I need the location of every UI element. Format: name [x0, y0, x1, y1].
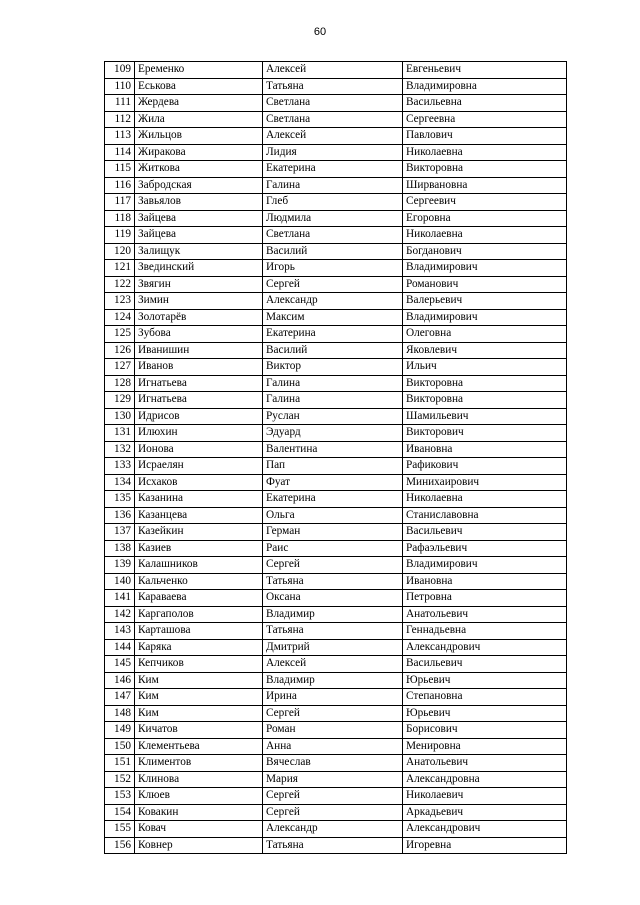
last-name-cell: Зимин	[135, 293, 263, 310]
row-number-cell: 132	[105, 441, 135, 458]
last-name-cell: Клинова	[135, 771, 263, 788]
first-name-cell: Галина	[263, 392, 403, 409]
patronymic-cell: Романович	[403, 276, 567, 293]
table-row	[105, 441, 567, 458]
first-name-cell: Сергей	[263, 804, 403, 821]
table-row	[105, 771, 567, 788]
table-row	[105, 474, 567, 491]
patronymic-cell: Менировна	[403, 738, 567, 755]
row-number-cell: 145	[105, 656, 135, 673]
table-row	[105, 821, 567, 838]
first-name-cell: Раис	[263, 540, 403, 557]
row-number-cell: 119	[105, 227, 135, 244]
row-number-cell: 117	[105, 194, 135, 211]
first-name-cell: Виктор	[263, 359, 403, 376]
last-name-cell: Исхаков	[135, 474, 263, 491]
table-row	[105, 177, 567, 194]
table-row	[105, 78, 567, 95]
table-row	[105, 590, 567, 607]
patronymic-cell: Богданович	[403, 243, 567, 260]
first-name-cell: Алексей	[263, 656, 403, 673]
table-row	[105, 722, 567, 739]
table-row	[105, 62, 567, 79]
table-row	[105, 243, 567, 260]
patronymic-cell: Ивановна	[403, 573, 567, 590]
last-name-cell: Клементьева	[135, 738, 263, 755]
patronymic-cell: Васильевна	[403, 95, 567, 112]
row-number-cell: 152	[105, 771, 135, 788]
patronymic-cell: Геннадьевна	[403, 623, 567, 640]
row-number-cell: 139	[105, 557, 135, 574]
last-name-cell: Калашников	[135, 557, 263, 574]
table-row	[105, 128, 567, 145]
last-name-cell: Кичатов	[135, 722, 263, 739]
patronymic-cell: Юрьевич	[403, 705, 567, 722]
patronymic-cell: Васильевич	[403, 524, 567, 541]
table-row	[105, 309, 567, 326]
table-row	[105, 95, 567, 112]
first-name-cell: Ольга	[263, 507, 403, 524]
row-number-cell: 141	[105, 590, 135, 607]
first-name-cell: Роман	[263, 722, 403, 739]
patronymic-cell: Рафикович	[403, 458, 567, 475]
patronymic-cell: Петровна	[403, 590, 567, 607]
patronymic-cell: Рафаэльевич	[403, 540, 567, 557]
patronymic-cell: Владимирович	[403, 309, 567, 326]
first-name-cell: Алексей	[263, 62, 403, 79]
patronymic-cell: Минихаирович	[403, 474, 567, 491]
last-name-cell: Забродская	[135, 177, 263, 194]
row-number-cell: 155	[105, 821, 135, 838]
last-name-cell: Иванишин	[135, 342, 263, 359]
row-number-cell: 134	[105, 474, 135, 491]
patronymic-cell: Николаевна	[403, 491, 567, 508]
first-name-cell: Сергей	[263, 788, 403, 805]
last-name-cell: Казиев	[135, 540, 263, 557]
last-name-cell: Караваева	[135, 590, 263, 607]
first-name-cell: Ирина	[263, 689, 403, 706]
last-name-cell: Идрисов	[135, 408, 263, 425]
row-number-cell: 123	[105, 293, 135, 310]
row-number-cell: 133	[105, 458, 135, 475]
patronymic-cell: Сергеевич	[403, 194, 567, 211]
row-number-cell: 128	[105, 375, 135, 392]
last-name-cell: Житкова	[135, 161, 263, 178]
first-name-cell: Екатерина	[263, 326, 403, 343]
patronymic-cell: Викторовна	[403, 392, 567, 409]
table-row	[105, 210, 567, 227]
patronymic-cell: Игоревна	[403, 837, 567, 854]
table-row	[105, 524, 567, 541]
last-name-cell: Ким	[135, 672, 263, 689]
patronymic-cell: Анатольевич	[403, 606, 567, 623]
last-name-cell: Еременко	[135, 62, 263, 79]
row-number-cell: 111	[105, 95, 135, 112]
row-number-cell: 127	[105, 359, 135, 376]
last-name-cell: Каряка	[135, 639, 263, 656]
patronymic-cell: Степановна	[403, 689, 567, 706]
row-number-cell: 149	[105, 722, 135, 739]
first-name-cell: Татьяна	[263, 78, 403, 95]
last-name-cell: Звединский	[135, 260, 263, 277]
patronymic-cell: Яковлевич	[403, 342, 567, 359]
row-number-cell: 138	[105, 540, 135, 557]
row-number-cell: 112	[105, 111, 135, 128]
table-row	[105, 276, 567, 293]
row-number-cell: 146	[105, 672, 135, 689]
first-name-cell: Оксана	[263, 590, 403, 607]
row-number-cell: 124	[105, 309, 135, 326]
table-row	[105, 623, 567, 640]
last-name-cell: Казанина	[135, 491, 263, 508]
row-number-cell: 140	[105, 573, 135, 590]
first-name-cell: Татьяна	[263, 573, 403, 590]
last-name-cell: Жердева	[135, 95, 263, 112]
patronymic-cell: Валерьевич	[403, 293, 567, 310]
patronymic-cell: Николаевна	[403, 227, 567, 244]
patronymic-cell: Анатольевич	[403, 755, 567, 772]
row-number-cell: 136	[105, 507, 135, 524]
patronymic-cell: Аркадьевич	[403, 804, 567, 821]
last-name-cell: Иванов	[135, 359, 263, 376]
last-name-cell: Ковач	[135, 821, 263, 838]
patronymic-cell: Николаевич	[403, 788, 567, 805]
table-row	[105, 194, 567, 211]
row-number-cell: 156	[105, 837, 135, 854]
patronymic-cell: Викторовна	[403, 375, 567, 392]
names-table-body	[105, 62, 567, 854]
patronymic-cell: Викторович	[403, 425, 567, 442]
last-name-cell: Ионова	[135, 441, 263, 458]
first-name-cell: Василий	[263, 342, 403, 359]
row-number-cell: 118	[105, 210, 135, 227]
first-name-cell: Галина	[263, 375, 403, 392]
patronymic-cell: Ширвановна	[403, 177, 567, 194]
first-name-cell: Владимир	[263, 606, 403, 623]
table-row	[105, 425, 567, 442]
table-row	[105, 293, 567, 310]
first-name-cell: Светлана	[263, 227, 403, 244]
first-name-cell: Светлана	[263, 95, 403, 112]
first-name-cell: Сергей	[263, 276, 403, 293]
row-number-cell: 129	[105, 392, 135, 409]
last-name-cell: Игнатьева	[135, 392, 263, 409]
last-name-cell: Залищук	[135, 243, 263, 260]
patronymic-cell: Николаевна	[403, 144, 567, 161]
first-name-cell: Вячеслав	[263, 755, 403, 772]
table-row	[105, 689, 567, 706]
patronymic-cell: Ивановна	[403, 441, 567, 458]
last-name-cell: Игнатьева	[135, 375, 263, 392]
table-row	[105, 326, 567, 343]
first-name-cell: Лидия	[263, 144, 403, 161]
page-number: 60	[313, 26, 327, 38]
first-name-cell: Александр	[263, 821, 403, 838]
table-row	[105, 359, 567, 376]
last-name-cell: Зайцева	[135, 227, 263, 244]
last-name-cell: Клюев	[135, 788, 263, 805]
last-name-cell: Каргаполов	[135, 606, 263, 623]
last-name-cell: Золотарёв	[135, 309, 263, 326]
patronymic-cell: Александровна	[403, 771, 567, 788]
last-name-cell: Кепчиков	[135, 656, 263, 673]
first-name-cell: Василий	[263, 243, 403, 260]
table-row	[105, 458, 567, 475]
first-name-cell: Мария	[263, 771, 403, 788]
row-number-cell: 151	[105, 755, 135, 772]
table-row	[105, 260, 567, 277]
first-name-cell: Эдуард	[263, 425, 403, 442]
first-name-cell: Дмитрий	[263, 639, 403, 656]
row-number-cell: 135	[105, 491, 135, 508]
first-name-cell: Александр	[263, 293, 403, 310]
first-name-cell: Светлана	[263, 111, 403, 128]
patronymic-cell: Александрович	[403, 821, 567, 838]
table-row	[105, 804, 567, 821]
table-row	[105, 491, 567, 508]
first-name-cell: Пап	[263, 458, 403, 475]
first-name-cell: Герман	[263, 524, 403, 541]
patronymic-cell: Сергеевна	[403, 111, 567, 128]
first-name-cell: Владимир	[263, 672, 403, 689]
table-row	[105, 573, 567, 590]
last-name-cell: Карташова	[135, 623, 263, 640]
table-row	[105, 161, 567, 178]
patronymic-cell: Александрович	[403, 639, 567, 656]
table-row	[105, 738, 567, 755]
first-name-cell: Татьяна	[263, 837, 403, 854]
row-number-cell: 130	[105, 408, 135, 425]
row-number-cell: 121	[105, 260, 135, 277]
last-name-cell: Зубова	[135, 326, 263, 343]
names-table-container	[104, 61, 566, 854]
table-row	[105, 540, 567, 557]
row-number-cell: 120	[105, 243, 135, 260]
first-name-cell: Фуат	[263, 474, 403, 491]
last-name-cell: Жильцов	[135, 128, 263, 145]
last-name-cell: Зайцева	[135, 210, 263, 227]
row-number-cell: 126	[105, 342, 135, 359]
row-number-cell: 147	[105, 689, 135, 706]
row-number-cell: 115	[105, 161, 135, 178]
patronymic-cell: Егоровна	[403, 210, 567, 227]
table-row	[105, 507, 567, 524]
first-name-cell: Людмила	[263, 210, 403, 227]
patronymic-cell: Ильич	[403, 359, 567, 376]
table-row	[105, 557, 567, 574]
last-name-cell: Климентов	[135, 755, 263, 772]
patronymic-cell: Владимирович	[403, 260, 567, 277]
patronymic-cell: Олеговна	[403, 326, 567, 343]
row-number-cell: 122	[105, 276, 135, 293]
patronymic-cell: Владимирович	[403, 557, 567, 574]
last-name-cell: Звягин	[135, 276, 263, 293]
last-name-cell: Казанцева	[135, 507, 263, 524]
row-number-cell: 109	[105, 62, 135, 79]
last-name-cell: Жиракова	[135, 144, 263, 161]
table-row	[105, 227, 567, 244]
row-number-cell: 116	[105, 177, 135, 194]
first-name-cell: Анна	[263, 738, 403, 755]
row-number-cell: 154	[105, 804, 135, 821]
patronymic-cell: Евгеньевич	[403, 62, 567, 79]
last-name-cell: Жила	[135, 111, 263, 128]
patronymic-cell: Павлович	[403, 128, 567, 145]
table-row	[105, 375, 567, 392]
row-number-cell: 110	[105, 78, 135, 95]
table-row	[105, 639, 567, 656]
first-name-cell: Максим	[263, 309, 403, 326]
patronymic-cell: Шамильевич	[403, 408, 567, 425]
patronymic-cell: Владимировна	[403, 78, 567, 95]
table-row	[105, 392, 567, 409]
last-name-cell: Завьялов	[135, 194, 263, 211]
row-number-cell: 143	[105, 623, 135, 640]
first-name-cell: Руслан	[263, 408, 403, 425]
table-row	[105, 606, 567, 623]
patronymic-cell: Юрьевич	[403, 672, 567, 689]
table-row	[105, 408, 567, 425]
row-number-cell: 142	[105, 606, 135, 623]
table-row	[105, 144, 567, 161]
last-name-cell: Ким	[135, 689, 263, 706]
table-row	[105, 672, 567, 689]
last-name-cell: Кальченко	[135, 573, 263, 590]
row-number-cell: 131	[105, 425, 135, 442]
names-table	[104, 61, 567, 854]
first-name-cell: Алексей	[263, 128, 403, 145]
table-row	[105, 342, 567, 359]
row-number-cell: 153	[105, 788, 135, 805]
table-row	[105, 111, 567, 128]
last-name-cell: Исраелян	[135, 458, 263, 475]
first-name-cell: Игорь	[263, 260, 403, 277]
first-name-cell: Сергей	[263, 705, 403, 722]
last-name-cell: Ковнер	[135, 837, 263, 854]
patronymic-cell: Васильевич	[403, 656, 567, 673]
table-row	[105, 705, 567, 722]
patronymic-cell: Викторовна	[403, 161, 567, 178]
patronymic-cell: Станиславовна	[403, 507, 567, 524]
last-name-cell: Ковакин	[135, 804, 263, 821]
first-name-cell: Сергей	[263, 557, 403, 574]
last-name-cell: Илюхин	[135, 425, 263, 442]
patronymic-cell: Борисович	[403, 722, 567, 739]
first-name-cell: Глеб	[263, 194, 403, 211]
table-row	[105, 837, 567, 854]
row-number-cell: 148	[105, 705, 135, 722]
last-name-cell: Казейкин	[135, 524, 263, 541]
row-number-cell: 113	[105, 128, 135, 145]
row-number-cell: 137	[105, 524, 135, 541]
first-name-cell: Екатерина	[263, 491, 403, 508]
first-name-cell: Валентина	[263, 441, 403, 458]
row-number-cell: 150	[105, 738, 135, 755]
first-name-cell: Татьяна	[263, 623, 403, 640]
last-name-cell: Еськова	[135, 78, 263, 95]
first-name-cell: Галина	[263, 177, 403, 194]
first-name-cell: Екатерина	[263, 161, 403, 178]
table-row	[105, 656, 567, 673]
table-row	[105, 788, 567, 805]
last-name-cell: Ким	[135, 705, 263, 722]
row-number-cell: 144	[105, 639, 135, 656]
row-number-cell: 114	[105, 144, 135, 161]
table-row	[105, 755, 567, 772]
row-number-cell: 125	[105, 326, 135, 343]
